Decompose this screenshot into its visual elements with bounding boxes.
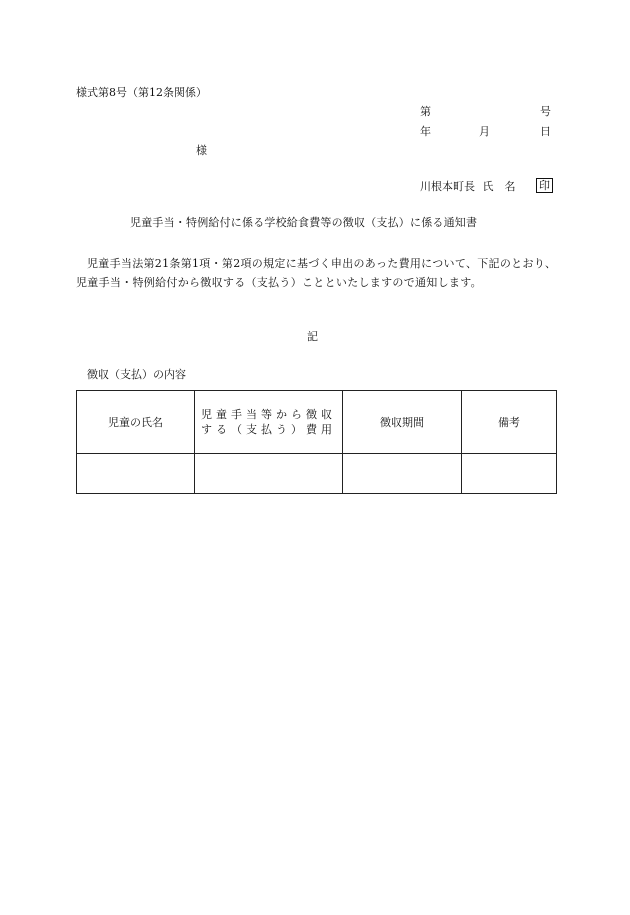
table-header-row	[77, 391, 557, 454]
form-number: 様式第8号（第12条関係）	[76, 86, 207, 99]
addressee-honorific: 様	[196, 144, 207, 157]
document-number-suffix: 号	[540, 105, 551, 118]
table-header-cell	[195, 391, 343, 454]
issuer-title: 川根本町長	[420, 180, 475, 193]
section-label: 徴収（支払）の内容	[87, 368, 186, 381]
table-cell	[77, 454, 195, 494]
table-cell	[195, 454, 343, 494]
document-title: 児童手当・特例給付に係る学校給食費等の徴収（支払）に係る通知書	[130, 216, 478, 229]
issuer-line	[420, 181, 516, 192]
table-header-cell: 徴収期間	[343, 391, 462, 454]
document-number-prefix: 第	[420, 105, 431, 118]
table-header-cell: 備考	[462, 391, 557, 454]
table-header-cell: 児童の氏名	[77, 391, 195, 454]
table-cell	[343, 454, 462, 494]
date-month-label: 月	[479, 125, 490, 138]
date-day-label: 日	[540, 125, 551, 138]
date-year-label: 年	[420, 125, 431, 138]
seal-mark: 印	[536, 178, 553, 193]
content-table	[76, 390, 557, 494]
table-row	[77, 454, 557, 494]
table-cell	[462, 454, 557, 494]
ki-heading: 記	[307, 330, 318, 343]
body-paragraph: 児童手当法第21条第1項・第2項の規定に基づく申出のあった費用について、下記のとおり、児童手当・特例給付から徴収する（支払う）ことといたしますので通知します。	[76, 257, 557, 289]
table-header-text: 児童手当等から徴収する（支払う）費用	[201, 408, 336, 436]
issuer-name-label: 氏 名	[482, 180, 516, 193]
